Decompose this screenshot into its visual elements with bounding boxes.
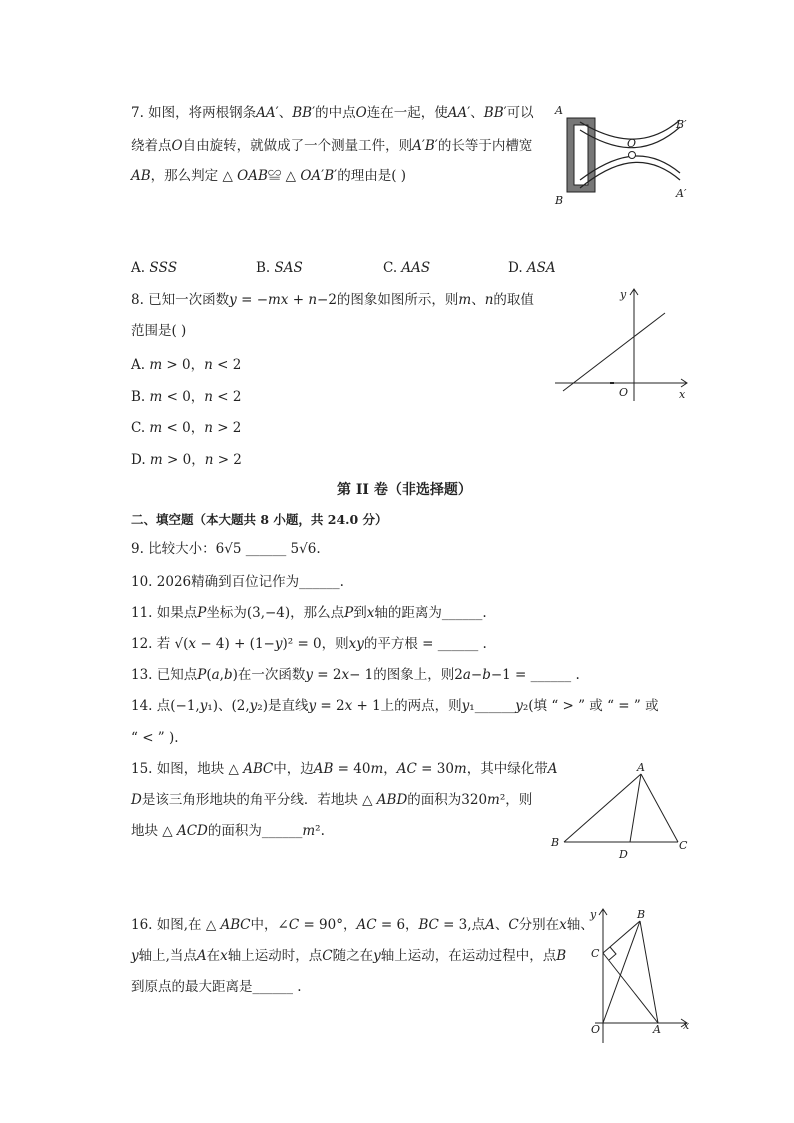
q16-line-1: 16. 如图,在 △ 𝐴𝐵𝐶中，∠𝐶 = 90°，𝐴𝐶 = 6，𝐵𝐶 = 3,点𝐴、𝐶分别在𝑥轴、 <box>131 917 594 933</box>
q7-line-1: 7. 如图，将两根钢条𝐴𝐴′、𝐵𝐵′的中点𝑂连在一起，使𝐴𝐴′、𝐵𝐵′可以 <box>131 105 534 121</box>
q7-line-3: 𝐴𝐵，那么判定 △ 𝑂𝐴𝐵≌ △ 𝑂𝐴′𝐵′的理由是( ) <box>131 168 407 184</box>
q7-fig-label-o: O <box>627 137 637 150</box>
q8-figure <box>555 285 695 405</box>
q15-line-1: 15. 如图，地块 △ 𝐴𝐵𝐶中，边𝐴𝐵 = 40𝑚，𝐴𝐶 = 30𝑚，其中绿化带𝐴 <box>131 761 558 777</box>
q16-fig-label-o: O <box>591 1023 601 1036</box>
q15-fig-label-a: A <box>637 761 645 774</box>
q13-text: 13. 已知点𝑃(𝑎,𝑏)在一次函数𝑦 = 2𝑥− 1的图象上，则2𝑎−𝑏−1 = ______ . <box>131 667 580 683</box>
q16-fig-label-c: C <box>591 947 600 960</box>
q7-option-c: C. 𝐴𝐴𝑆 <box>383 260 431 276</box>
part2-title: 第 II 卷（非选择题） <box>337 482 472 498</box>
q7-option-a: A. 𝑆𝑆𝑆 <box>131 260 178 276</box>
q7-fig-label-b-prime: B′ <box>676 118 687 131</box>
q15-fig-label-c: C <box>679 839 688 852</box>
q14-line-1: 14. 点(−1,𝑦₁)、(2,𝑦₂)是直线𝑦 = 2𝑥 + 1上的两点，则𝑦₁______𝑦₂(填 “ > ” 或 “ = ” 或 <box>131 698 659 714</box>
q15-line-2: 𝐷是该三角形地块的角平分线．若地块 △ 𝐴𝐵𝐷的面积为320𝑚²，则 <box>131 792 533 808</box>
q14-line-2: “ < ” ). <box>131 730 179 746</box>
q16-figure <box>585 905 695 1050</box>
q10-text: 10. 2026精确到百位记作为______. <box>131 574 344 590</box>
q15-fig-label-b: B <box>551 836 560 849</box>
q15-fig-label-d: D <box>619 848 628 861</box>
q15-line-3: 地块 △ 𝐴𝐶𝐷的面积为______𝑚². <box>131 823 325 839</box>
q7-option-b: B. 𝑆𝐴𝑆 <box>256 260 303 276</box>
q12-text: 12. 若 √(𝑥 − 4) + (1−𝑦)² = 0，则𝑥𝑦的平方根 = ______ . <box>131 636 487 652</box>
q16-line-2: 𝑦轴上,当点𝐴在𝑥轴上运动时，点𝐶随之在𝑦轴上运动，在运动过程中，点𝐵 <box>131 948 567 964</box>
q7-option-d: D. 𝐴𝑆𝐴 <box>508 260 556 276</box>
q7-fig-label-a-prime: A′ <box>676 187 687 200</box>
q8-line-1: 8. 已知一次函数𝑦 = −𝑚𝑥 + 𝑛−2的图象如图所示，则𝑚、𝑛的取值 <box>131 292 534 308</box>
q8-option-b: B. 𝑚 < 0，𝑛 < 2 <box>131 389 242 405</box>
q8-line-2: 范围是( ) <box>131 323 187 339</box>
q11-text: 11. 如果点𝑃坐标为(3,−4)，那么点𝑃到𝑥轴的距离为______. <box>131 605 487 621</box>
section2-title: 二、填空题（本大题共 8 小题，共 24.0 分） <box>131 512 388 527</box>
q16-fig-label-y: y <box>590 908 597 921</box>
q7-fig-label-a: A <box>555 104 563 117</box>
q15-figure <box>548 760 698 865</box>
q16-line-3: 到原点的最大距离是______ . <box>131 979 302 995</box>
q7-figure <box>550 100 700 210</box>
q7-fig-label-b: B <box>555 194 564 207</box>
q8-option-a: A. 𝑚 > 0，𝑛 < 2 <box>131 357 242 373</box>
q16-fig-label-a: A <box>653 1023 661 1036</box>
q9-text: 9. 比较大小：6√5 ______ 5√6. <box>131 541 321 557</box>
q16-fig-label-x: x <box>683 1019 690 1032</box>
q8-option-d: D. 𝑚 > 0，𝑛 > 2 <box>131 452 242 468</box>
q8-fig-label-o: O <box>619 386 629 399</box>
q8-fig-label-y: y <box>620 288 627 301</box>
q16-fig-label-b: B <box>637 908 646 921</box>
q8-option-c: C. 𝑚 < 0，𝑛 > 2 <box>131 420 242 436</box>
q7-line-2: 绕着点𝑂自由旋转，就做成了一个测量工件，则𝐴′𝐵′的长等于内槽宽 <box>131 138 533 154</box>
q8-fig-label-x: x <box>679 388 686 401</box>
